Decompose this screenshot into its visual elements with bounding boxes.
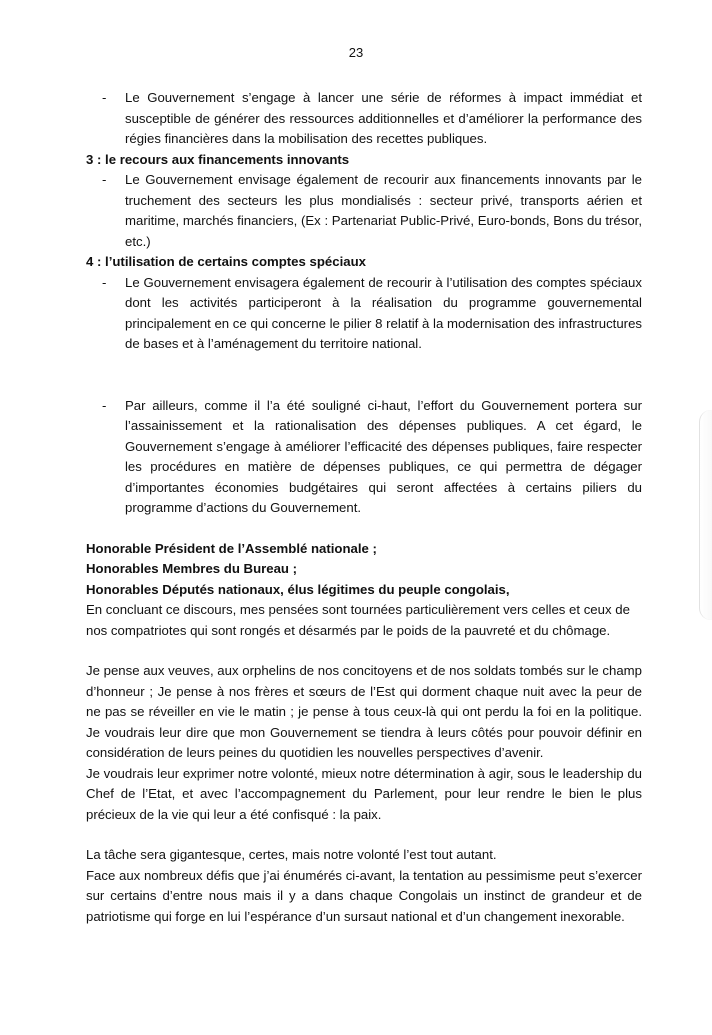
section-heading-3: 3 : le recours aux financements innovants xyxy=(86,151,350,167)
bullet-text: Le Gouvernement envisage également de recourir aux financements innovants par le truchement des secteurs les plus mondialisés : secteur privé, transports aérien et maritime, marchés financiers, (Ex : Partenariat Public-Privé, Euro-bonds, Bons du trésor, etc.) xyxy=(125,172,642,249)
bullet-dash: - xyxy=(102,172,107,187)
edge-scroll-handle xyxy=(699,410,712,620)
paragraph-will: Je voudrais leur exprimer notre volonté, mieux notre détermination à agir, sous le leadership du Chef de l’Etat, et avec l’accompagnement du Parlement, pour leur rendre le bien le plus précieux de la vie qui leur a été confisqué : la paix. xyxy=(86,765,642,822)
bullet-item-special-accounts xyxy=(86,273,642,355)
section-heading-4: 4 : l’utilisation de certains comptes spéciaux xyxy=(86,254,366,269)
bullet-item-innovative-financing xyxy=(86,170,642,252)
page-number: 23 xyxy=(348,45,364,60)
bullet-item-public-spending xyxy=(86,396,642,519)
bullet-item-reforms xyxy=(86,88,642,150)
paragraph-conclusion: En concluant ce discours, mes pensées sont tournées particulièrement vers celles et ceux de nos compatriotes qui sont rongés et désarmés par le poids de la pauvreté et du chômage. xyxy=(86,602,630,638)
bullet-dash: - xyxy=(102,397,107,413)
salutation-bureau: Honorables Membres du Bureau ; xyxy=(86,561,298,576)
bullet-dash: - xyxy=(102,274,107,290)
spacer xyxy=(86,825,642,845)
spacer xyxy=(86,519,642,539)
spacer xyxy=(86,355,642,396)
document-body xyxy=(86,88,642,927)
paragraph-challenges: Face aux nombreux défis que j’ai énumérés ci-avant, la tentation au pessimisme peut s’exercer sur certains d’entre nous mais il y a dans chaque Congolais un instinct de grandeur et de patriotisme qui forge en lui l’espérance d’un sursaut national et d’un changement inexorable. xyxy=(86,867,642,924)
paragraph-task: La tâche sera gigantesque, certes, mais notre volonté l’est tout autant. xyxy=(86,847,497,862)
spacer xyxy=(86,641,642,661)
bullet-text: Le Gouvernement s’engage à lancer une série de réformes à impact immédiat et susceptible de générer des ressources additionnelles et d’améliorer la performance des régies financières dans la mobilisation des recettes publiques. xyxy=(125,90,642,146)
bullet-text: Le Gouvernement envisagera également de recourir à l’utilisation des comptes spéciaux dont les activités participeront à la réalisation du programme gouvernemental principalement en ce qui concerne le pilier 8 relatif à la modernisation des infrastructures de bases et à l’aménagement du territoire national. xyxy=(125,274,642,351)
salutation-deputies: Honorables Députés nationaux, élus légitimes du peuple congolais, xyxy=(86,581,510,597)
salutation-president: Honorable Président de l’Assemblé nationale ; xyxy=(86,540,377,556)
paragraph-thoughts: Je pense aux veuves, aux orphelins de nos concitoyens et de nos soldats tombés sur le champ d’honneur ; Je pense à nos frères et sœurs de l’Est qui dorment chaque nuit avec la peur de ne pas se réveiller en vie le matin ; je pense à tous ceux-là qui ont perdu la foi en la politique. Je voudrais leur dire que mon Gouvernement se tiendra à leurs côtés pour pouvoir définir en considération de leurs peines du quotidien les nouvelles perspectives d’avenir. xyxy=(86,663,642,760)
bullet-dash: - xyxy=(102,90,107,105)
bullet-text: Par ailleurs, comme il l’a été souligné ci-haut, l’effort du Gouvernement portera sur l’assainissement et la rationalisation des dépenses publiques. A cet égard, le Gouvernement s’engage à améliorer l’efficacité des dépenses publiques, faire respecter les procédures en matière de dépenses publiques, ce qui permettra de dégager d’importantes économies budgétaires qui seront affectées à certains piliers du programme d’actions du Gouvernement. xyxy=(125,397,642,515)
